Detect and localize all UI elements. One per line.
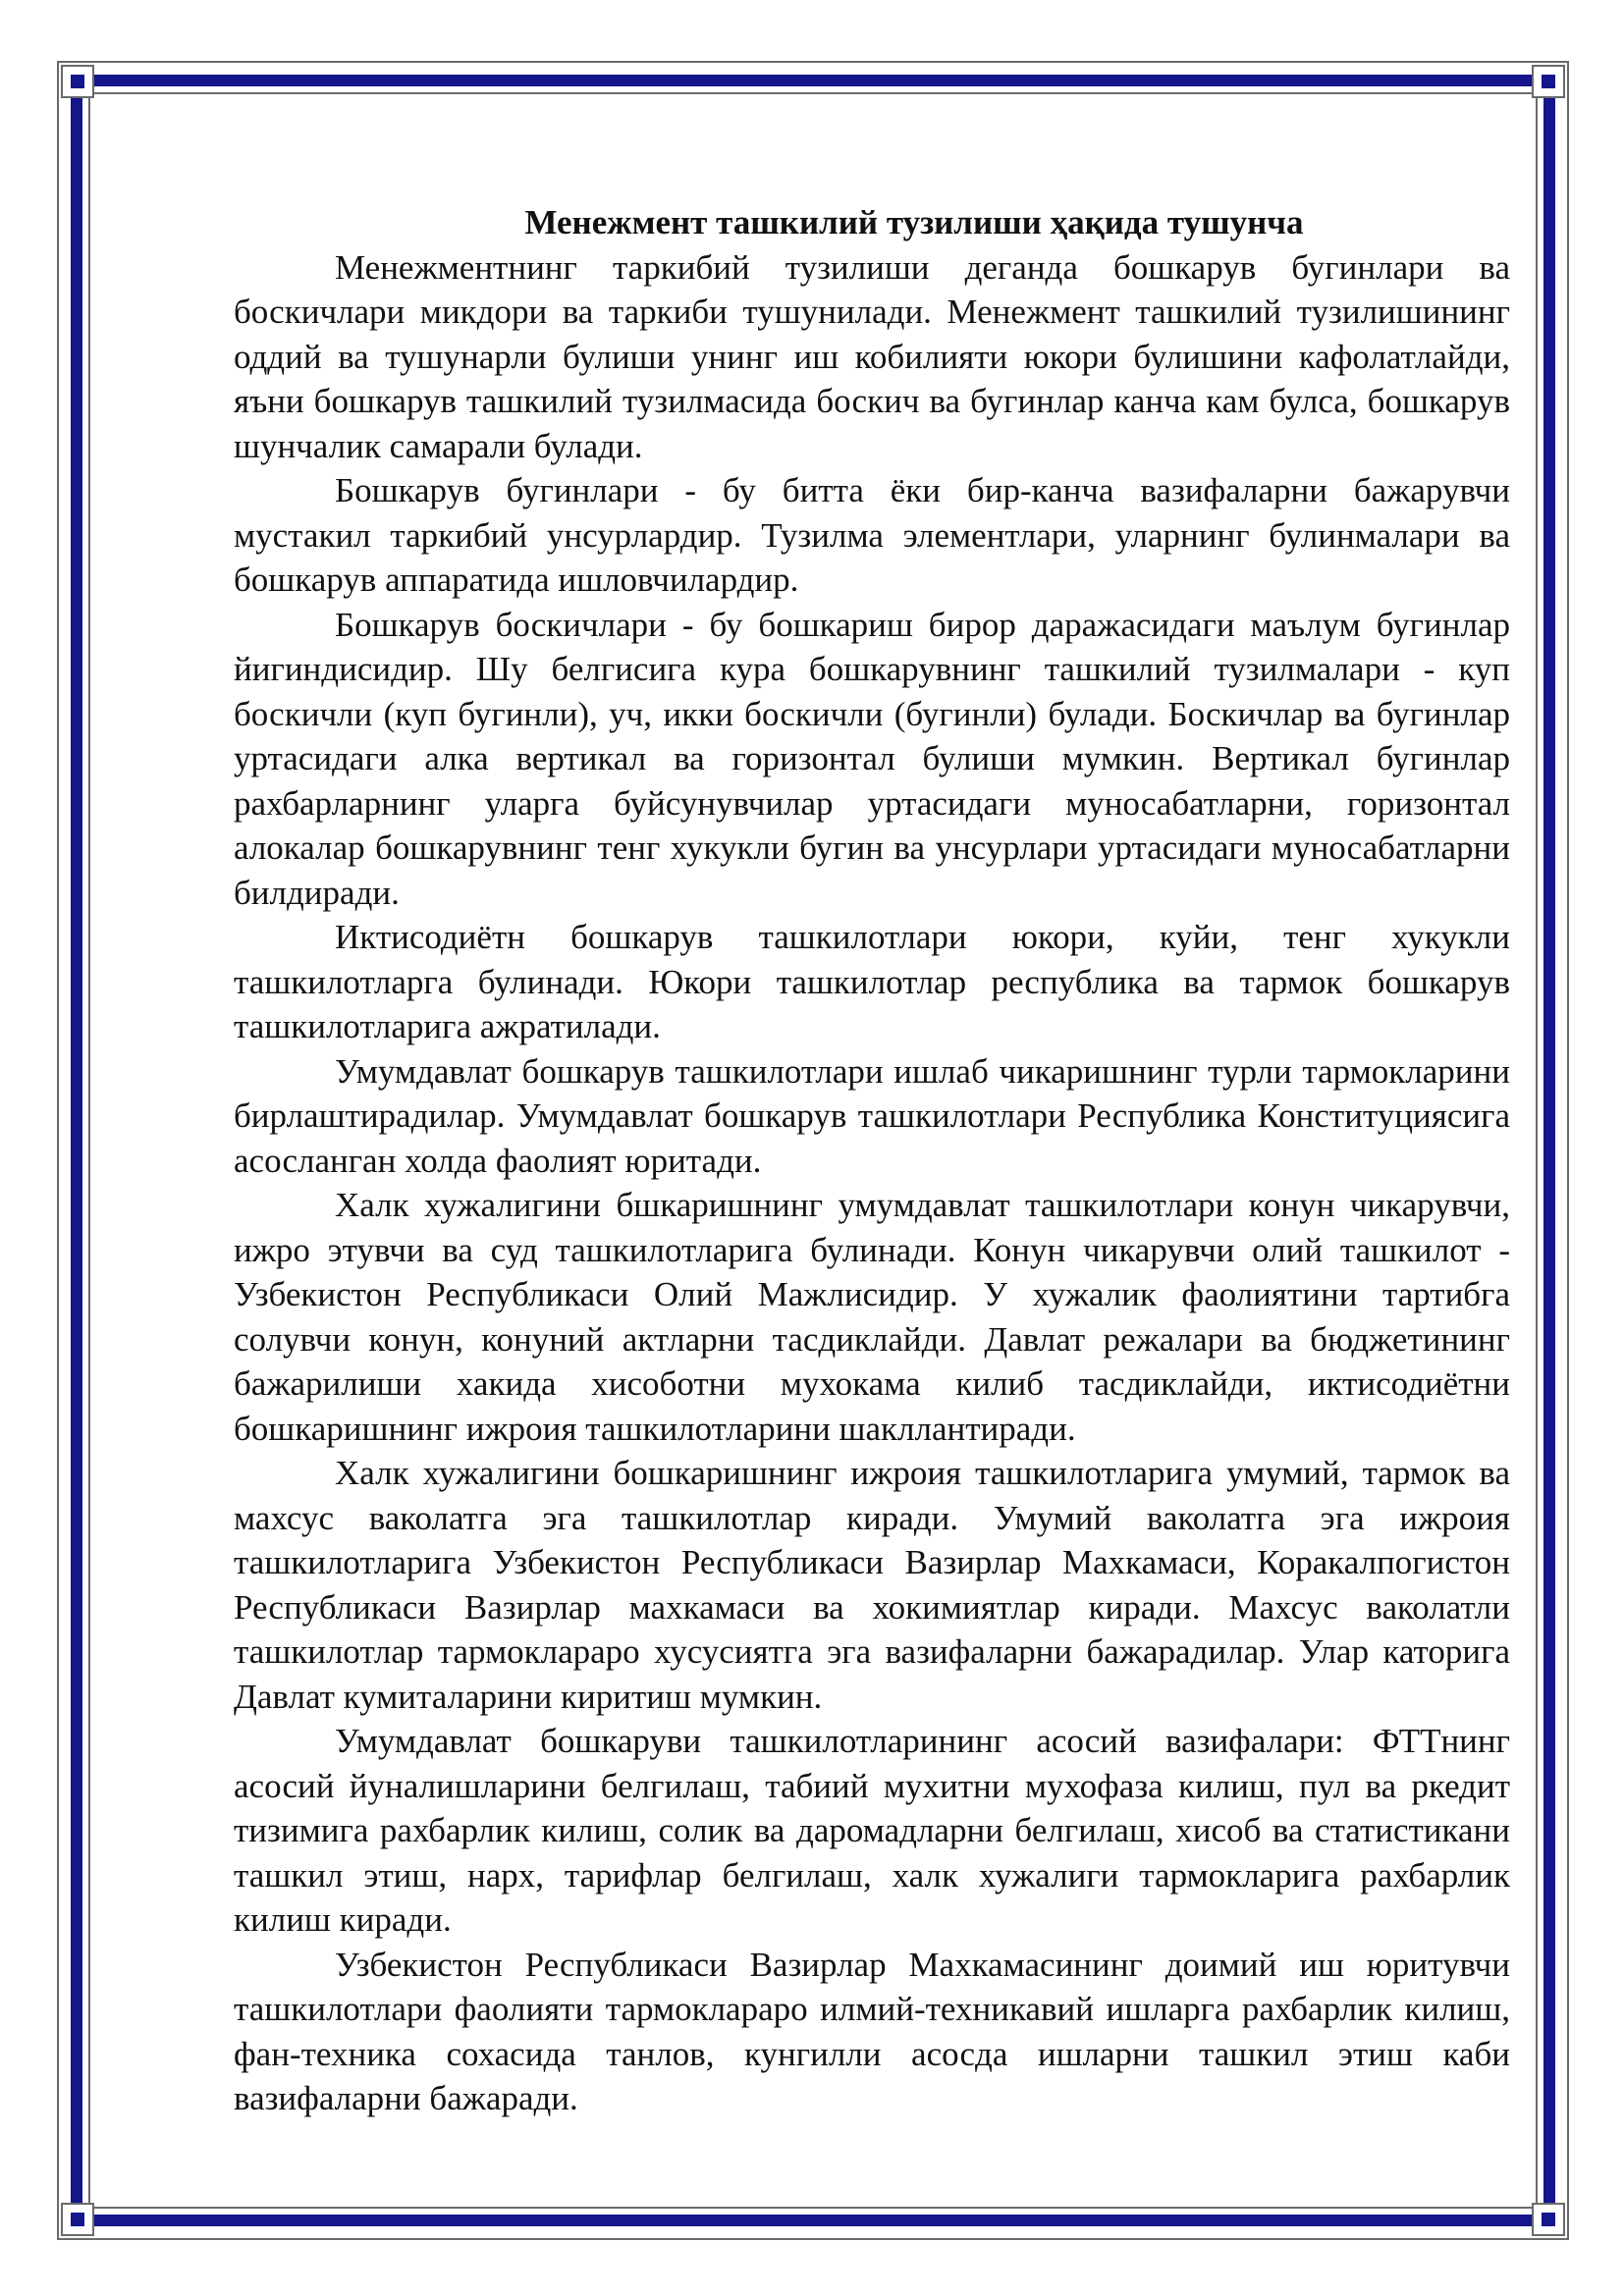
paragraph-5: Умумдавлат бошкарув ташкилотлари ишлаб чикаришнинг турли тармокларини бирлаштирадилар. Умумдавлат бошкарув ташкилотлари Республика Конституциясига асосланган холда фаолият юритади. — [234, 1051, 1510, 1180]
document-body — [234, 200, 1510, 2121]
paragraph-4: Иктисодиётн бошкарув ташкилотлари юкори, куйи, тенг хукукли ташкилотларга булинади. Юкори ташкилотлар республика ва тармок бошкарув ташкилотларига ажратилади. — [234, 918, 1510, 1045]
paragraph-3: Бошкарув боскичлари - бу бошкариш бирор даражасидаги маълум бугинлар йигиндисидир. Шу белгисига кура бошкарувнинг ташкилий тузилмалари - куп боскичли (куп бугинли), уч, икки боскичли (бугинли) булади. Боскичлар ва бугинлар уртасидаги алка вертикал ва горизонтал булиши мумкин. Вертикал бугинлар рахбарларнинг уларга буйсунувчилар уртасидаги муносабатларни, горизонтал алокалар бошкарувнинг тенг хукукли бугин ва унсурлари уртасидаги муносабатларни билдиради. — [234, 605, 1510, 912]
paragraph-8: Умумдавлат бошкаруви ташкилотларининг асосий вазифалари: ФТТнинг асосий йуналишларини белгилаш, табиий мухитни мухофаза килиш, пул ва ркедит тизимига рахбарлик килиш, солик ва даромадларни белгилаш, хисоб ва статистикани ташкил этиш, нарх, тарифлар белгилаш, халк хужалиги тармокларига рахбарлик килиш киради. — [234, 1722, 1510, 1939]
paragraph-7: Халк хужалигини бошкаришнинг ижроия ташкилотларига умумий, тармок ва махсус ваколатга эга ташкилотлар киради. Умумий ваколатга эга ижроия ташкилотларига Узбекистон Республикаси Вазирлар Махкамаси, Коракалпогистон Республикаси Вазирлар махкамаси ва хокимиятлар киради. Махсус ваколатли ташкилотлар тармоклараро хусусиятга эга вазифаларни бажарадилар. Улар каторига Давлат кумиталарини киритиш мумкин. — [234, 1454, 1510, 1716]
corner-ornament-bottom-right — [1532, 2203, 1565, 2236]
paragraph-1: Менежментнинг таркибий тузилиши деганда бошкарув бугинлари ва боскичлари микдори ва таркиби тушунилади. Менежмент ташкилий тузилишининг оддий ва тушунарли булиши унинг иш кобилияти юкори булишини кафолатлайди, яъни бошкарув ташкилий тузилмасида боскич ва бугинлар канча кам булса, бошкарув шунчалик самарали булади. — [234, 247, 1510, 465]
paragraph-6: Халк хужалигини бшкаришнинг умумдавлат ташкилотлари конун чикарувчи, ижро этувчи ва суд ташкилотларига булинади. Конун чикарувчи олий ташкилот - Узбекистон Республикаси Олий Мажлисидир. У хужалик фаолиятини тартибга солувчи конун, конуний актларни тасдиклайди. Давлат режалари ва бюджетининг бажарилиши хакида хисоботни мухокама килиб тасдиклайди, иктисодиётни бошкаришнинг ижроия ташкилотларини шакллантиради. — [234, 1186, 1510, 1448]
paragraph-9: Узбекистон Республикаси Вазирлар Махкамасининг доимий иш юритувчи ташкилотлари фаолияти тармоклараро илмий-техникавий ишларга рахбарлик килиш, фан-техника сохасида танлов, кунгилли асосда ишларни ташкил этиш каби вазифаларни бажаради. — [234, 1945, 1510, 2117]
paragraph-2: Бошкарув бугинлари - бу битта ёки бир-канча вазифаларни бажарувчи мустакил таркибий унсурлардир. Тузилма элементлари, уларнинг булинмалари ва бошкарув аппаратида ишловчилардир. — [234, 471, 1510, 599]
corner-ornament-bottom-left — [61, 2203, 94, 2236]
corner-ornament-top-right — [1532, 65, 1565, 98]
document-title: Менежмент ташкилий тузилиши ҳақида тушунча — [524, 203, 1304, 241]
corner-ornament-top-left — [61, 65, 94, 98]
